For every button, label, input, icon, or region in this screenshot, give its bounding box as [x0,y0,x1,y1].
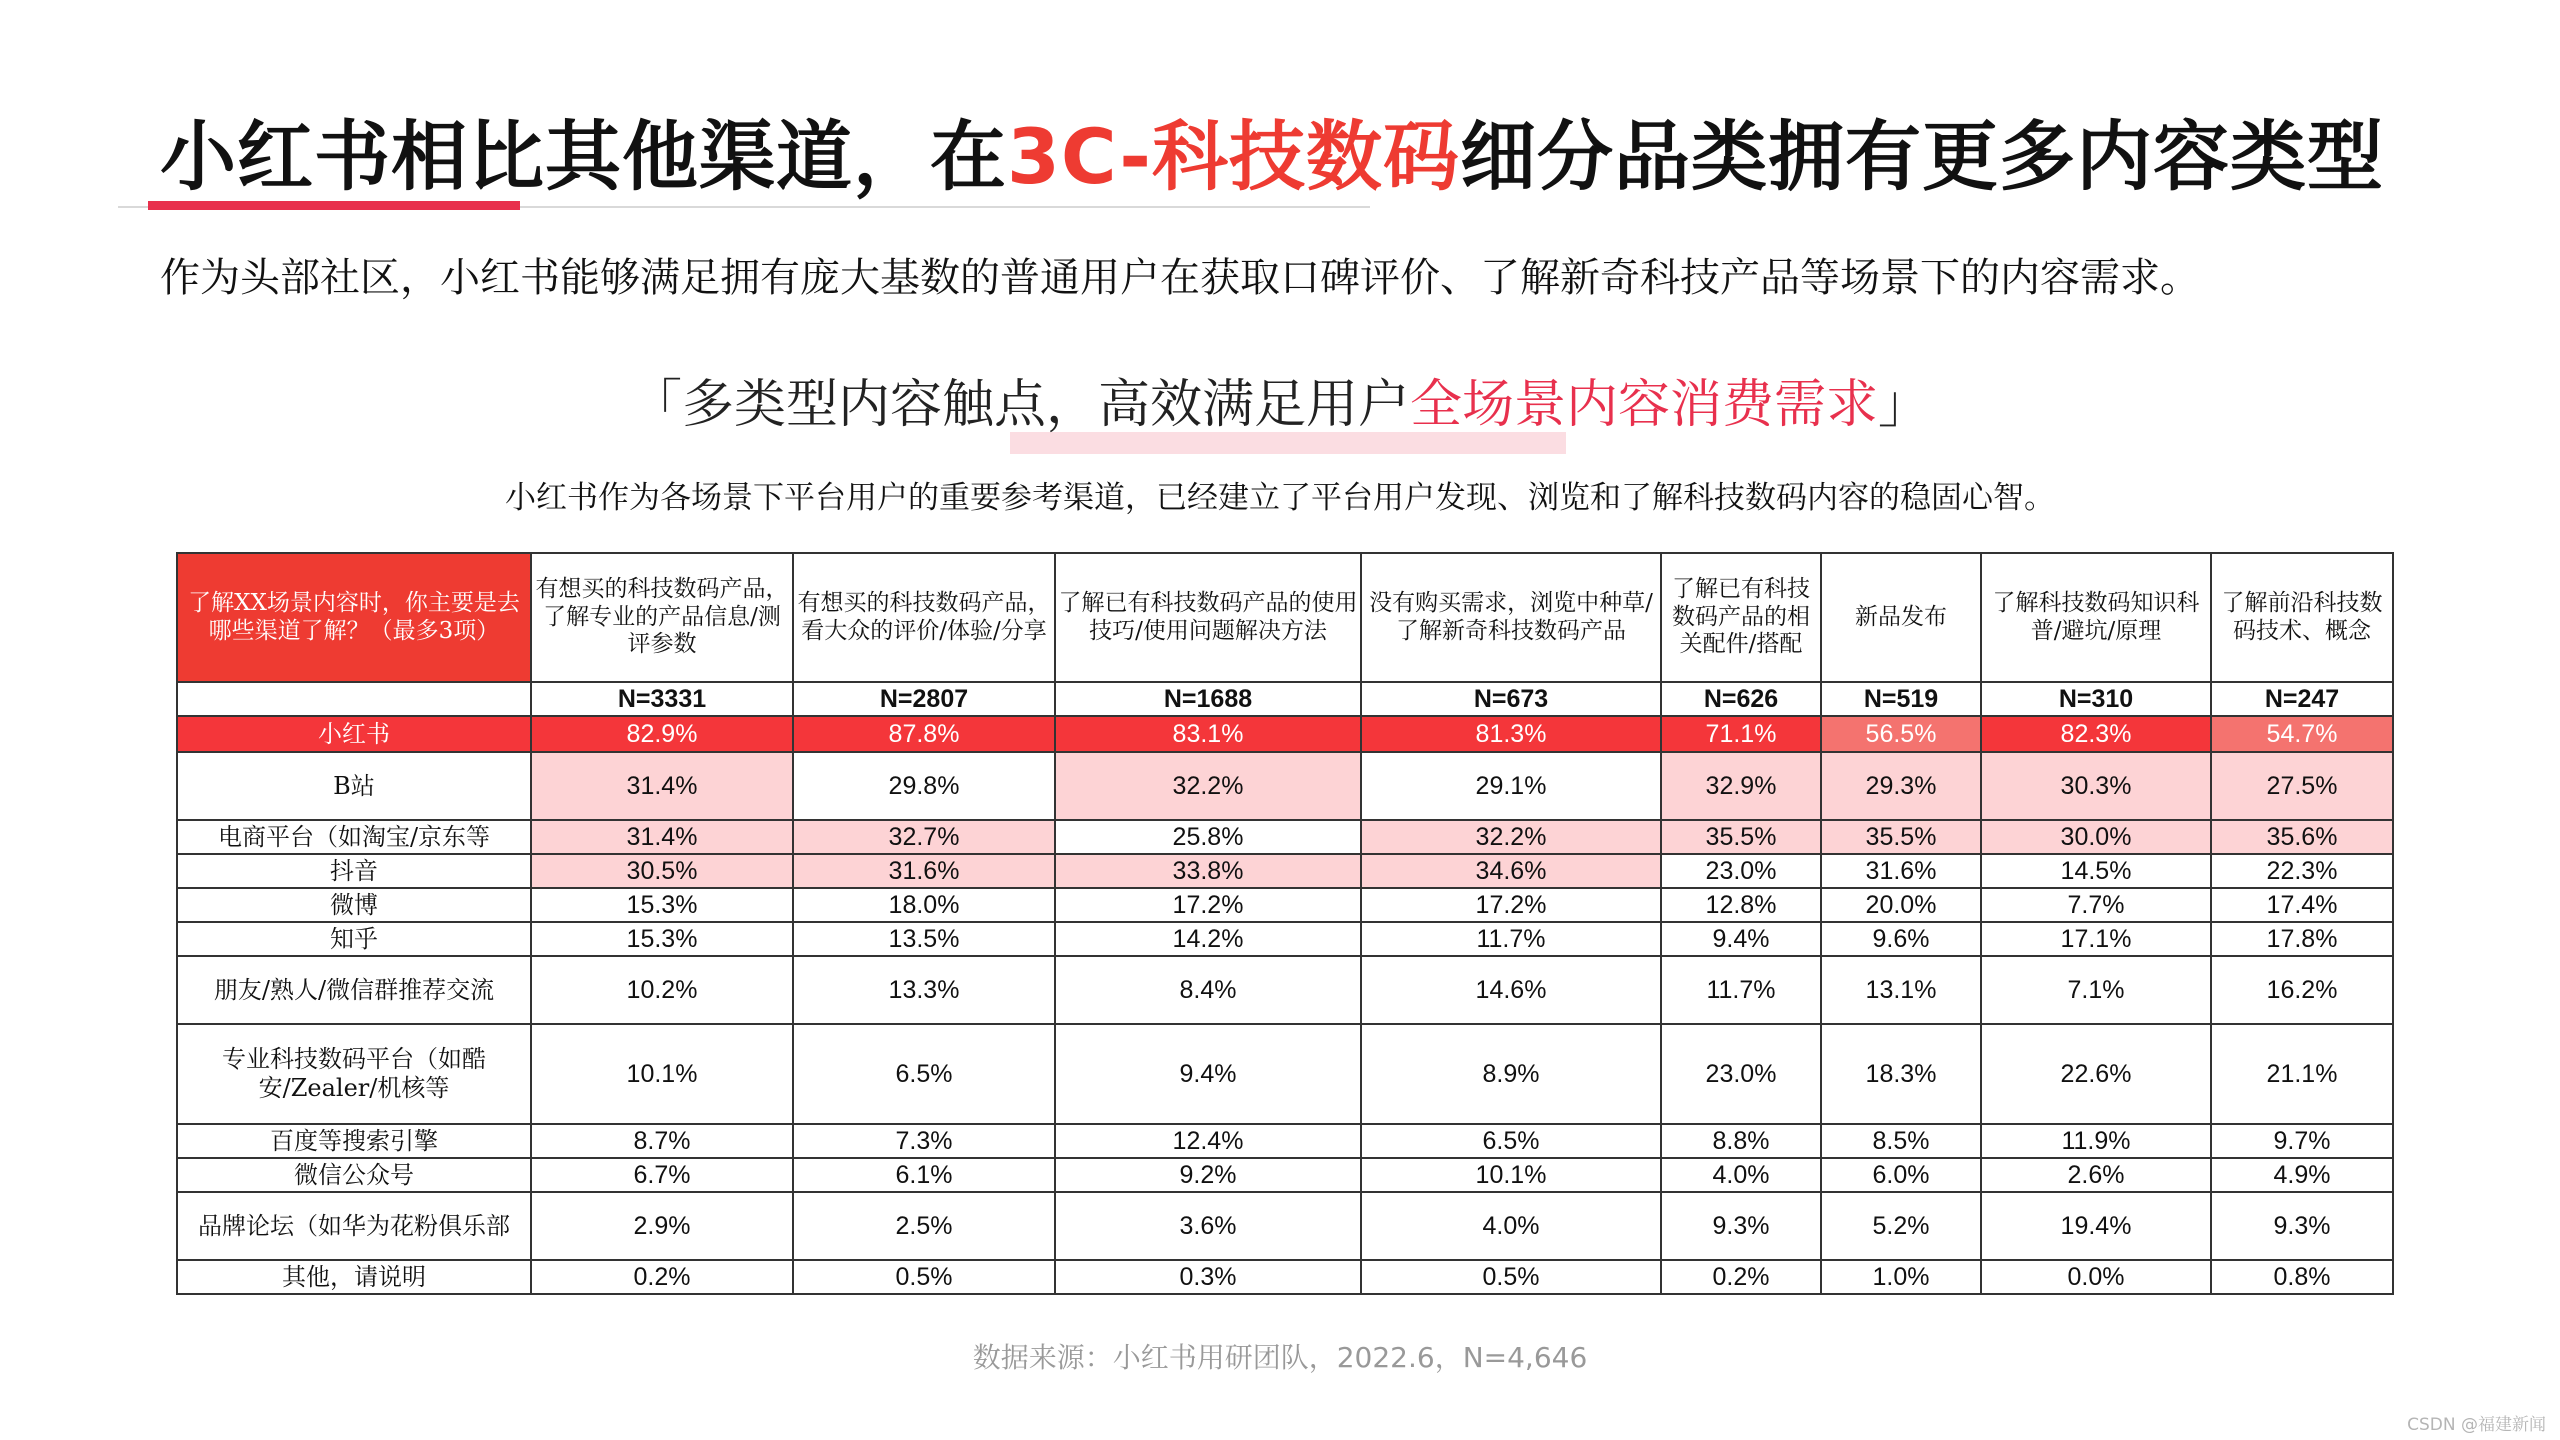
column-header: 有想买的科技数码产品，看大众的评价/体验/分享 [793,553,1055,682]
value-cell: 9.2% [1055,1158,1361,1192]
value-cell: 10.1% [1361,1158,1661,1192]
value-cell: 30.5% [531,854,793,888]
title-suffix: 细分品类拥有更多内容类型 [1459,112,2384,201]
value-cell: 15.3% [531,922,793,956]
channel-name: 品牌论坛（如华为花粉俱乐部 [177,1192,531,1260]
table-row [177,1158,2393,1192]
quote-highlight: 全场景内容消费需求 [1410,375,1879,435]
survey-table [176,552,2394,1295]
value-cell: 20.0% [1821,888,1981,922]
channel-name: 朋友/熟人/微信群推荐交流 [177,956,531,1024]
sample-size: N=2807 [793,682,1055,716]
column-header: 有想买的科技数码产品，了解专业的产品信息/测评参数 [531,553,793,682]
value-cell: 0.3% [1055,1260,1361,1294]
value-cell: 4.0% [1361,1192,1661,1260]
value-cell: 7.1% [1981,956,2211,1024]
value-cell: 0.8% [2211,1260,2393,1294]
sample-size: N=3331 [531,682,793,716]
value-cell: 8.7% [531,1124,793,1158]
value-cell: 56.5% [1821,716,1981,752]
table-row [177,716,2393,752]
value-cell: 34.6% [1361,854,1661,888]
column-header: 新品发布 [1821,553,1981,682]
value-cell: 17.2% [1361,888,1661,922]
value-cell: 35.5% [1821,820,1981,854]
value-cell: 32.2% [1055,752,1361,820]
value-cell: 23.0% [1661,854,1821,888]
key-message [0,362,2560,437]
channel-name: 微信公众号 [177,1158,531,1192]
value-cell: 0.2% [531,1260,793,1294]
value-cell: 7.3% [793,1124,1055,1158]
value-cell: 32.7% [793,820,1055,854]
value-cell: 6.1% [793,1158,1055,1192]
table-row [177,1260,2393,1294]
quote-open: 「 [629,375,682,435]
table-row [177,1192,2393,1260]
title-prefix: 小红书相比其他渠道，在 [160,112,1007,201]
value-cell: 8.9% [1361,1024,1661,1124]
channel-name: 专业科技数码平台（如酷安/Zealer/机核等 [177,1024,531,1124]
column-header: 了解已有科技数码产品的相关配件/搭配 [1661,553,1821,682]
table-row [177,752,2393,820]
table-row [177,956,2393,1024]
value-cell: 8.4% [1055,956,1361,1024]
value-cell: 71.1% [1661,716,1821,752]
value-cell: 0.5% [1361,1260,1661,1294]
value-cell: 6.7% [531,1158,793,1192]
table-row [177,854,2393,888]
watermark: CSDN @福建新闻 [2407,1415,2546,1435]
table-header-row [177,553,2393,682]
value-cell: 7.7% [1981,888,2211,922]
value-cell: 9.6% [1821,922,1981,956]
channel-name: 电商平台（如淘宝/京东等 [177,820,531,854]
table-row [177,922,2393,956]
channel-name: 知乎 [177,922,531,956]
value-cell: 31.6% [793,854,1055,888]
table-row [177,820,2393,854]
value-cell: 2.6% [1981,1158,2211,1192]
value-cell: 81.3% [1361,716,1661,752]
value-cell: 14.2% [1055,922,1361,956]
value-cell: 82.3% [1981,716,2211,752]
value-cell: 13.3% [793,956,1055,1024]
question-cell: 了解XX场景内容时，你主要是去哪些渠道了解？（最多3项） [177,553,531,682]
table-caption: 小红书作为各场景下平台用户的重要参考渠道，已经建立了平台用户发现、浏览和了解科技数码内容的稳固心智。 [505,480,2055,516]
value-cell: 31.6% [1821,854,1981,888]
value-cell: 6.0% [1821,1158,1981,1192]
value-cell: 13.5% [793,922,1055,956]
sample-size: N=626 [1661,682,1821,716]
value-cell: 22.3% [2211,854,2393,888]
value-cell: 30.3% [1981,752,2211,820]
value-cell: 0.2% [1661,1260,1821,1294]
title-highlight: 3C-科技数码 [1007,112,1460,201]
value-cell: 9.4% [1055,1024,1361,1124]
sample-size: N=673 [1361,682,1661,716]
sample-size: N=247 [2211,682,2393,716]
value-cell: 29.1% [1361,752,1661,820]
value-cell: 9.7% [2211,1124,2393,1158]
value-cell: 9.3% [1661,1192,1821,1260]
value-cell: 35.5% [1661,820,1821,854]
value-cell: 10.2% [531,956,793,1024]
column-header: 了解科技数码知识科普/避坑/原理 [1981,553,2211,682]
value-cell: 18.0% [793,888,1055,922]
column-header: 没有购买需求，浏览中种草/了解新奇科技数码产品 [1361,553,1661,682]
channel-name: 其他，请说明 [177,1260,531,1294]
value-cell: 82.9% [531,716,793,752]
column-header: 了解已有科技数码产品的使用技巧/使用问题解决方法 [1055,553,1361,682]
value-cell: 18.3% [1821,1024,1981,1124]
value-cell: 19.4% [1981,1192,2211,1260]
value-cell: 21.1% [2211,1024,2393,1124]
value-cell: 22.6% [1981,1024,2211,1124]
table-row [177,1024,2393,1124]
value-cell: 29.8% [793,752,1055,820]
value-cell: 11.7% [1361,922,1661,956]
value-cell: 1.0% [1821,1260,1981,1294]
value-cell: 32.2% [1361,820,1661,854]
value-cell: 11.9% [1981,1124,2211,1158]
channel-name: B站 [177,752,531,820]
channel-name: 百度等搜索引擎 [177,1124,531,1158]
value-cell: 4.0% [1661,1158,1821,1192]
sample-size: N=1688 [1055,682,1361,716]
table-row [177,888,2393,922]
sample-size-row [177,682,2393,716]
value-cell: 8.8% [1661,1124,1821,1158]
value-cell: 6.5% [1361,1124,1661,1158]
sample-size: N=519 [1821,682,1981,716]
value-cell: 27.5% [2211,752,2393,820]
data-source: 数据来源：小红书用研团队，2022.6，N=4,646 [972,1341,1588,1374]
value-cell: 0.5% [793,1260,1055,1294]
value-cell: 12.4% [1055,1124,1361,1158]
value-cell: 9.4% [1661,922,1821,956]
value-cell: 17.2% [1055,888,1361,922]
value-cell: 0.0% [1981,1260,2211,1294]
page-title [160,96,2384,205]
sample-size-label [177,682,531,716]
value-cell: 17.4% [2211,888,2393,922]
value-cell: 87.8% [793,716,1055,752]
value-cell: 3.6% [1055,1192,1361,1260]
value-cell: 17.1% [1981,922,2211,956]
value-cell: 54.7% [2211,716,2393,752]
value-cell: 14.6% [1361,956,1661,1024]
channel-name: 小红书 [177,716,531,752]
value-cell: 13.1% [1821,956,1981,1024]
channel-name: 抖音 [177,854,531,888]
value-cell: 17.8% [2211,922,2393,956]
value-cell: 4.9% [2211,1158,2393,1192]
value-cell: 30.0% [1981,820,2211,854]
value-cell: 8.5% [1821,1124,1981,1158]
quote-text: 多类型内容触点，高效满足用户 [681,375,1410,435]
value-cell: 83.1% [1055,716,1361,752]
value-cell: 2.9% [531,1192,793,1260]
value-cell: 23.0% [1661,1024,1821,1124]
value-cell: 11.7% [1661,956,1821,1024]
column-header: 了解前沿科技数码技术、概念 [2211,553,2393,682]
value-cell: 29.3% [1821,752,1981,820]
value-cell: 33.8% [1055,854,1361,888]
value-cell: 15.3% [531,888,793,922]
value-cell: 9.3% [2211,1192,2393,1260]
value-cell: 16.2% [2211,956,2393,1024]
value-cell: 12.8% [1661,888,1821,922]
value-cell: 25.8% [1055,820,1361,854]
sample-size: N=310 [1981,682,2211,716]
quote-close: 」 [1878,375,1931,435]
title-accent-bar [148,201,520,210]
value-cell: 6.5% [793,1024,1055,1124]
value-cell: 31.4% [531,752,793,820]
value-cell: 5.2% [1821,1192,1981,1260]
table-row [177,1124,2393,1158]
value-cell: 14.5% [1981,854,2211,888]
value-cell: 31.4% [531,820,793,854]
value-cell: 35.6% [2211,820,2393,854]
value-cell: 32.9% [1661,752,1821,820]
page-subtitle: 作为头部社区，小红书能够满足拥有庞大基数的普通用户在获取口碑评价、了解新奇科技产品等场景下的内容需求。 [160,255,2200,301]
channel-name: 微博 [177,888,531,922]
value-cell: 10.1% [531,1024,793,1124]
value-cell: 2.5% [793,1192,1055,1260]
